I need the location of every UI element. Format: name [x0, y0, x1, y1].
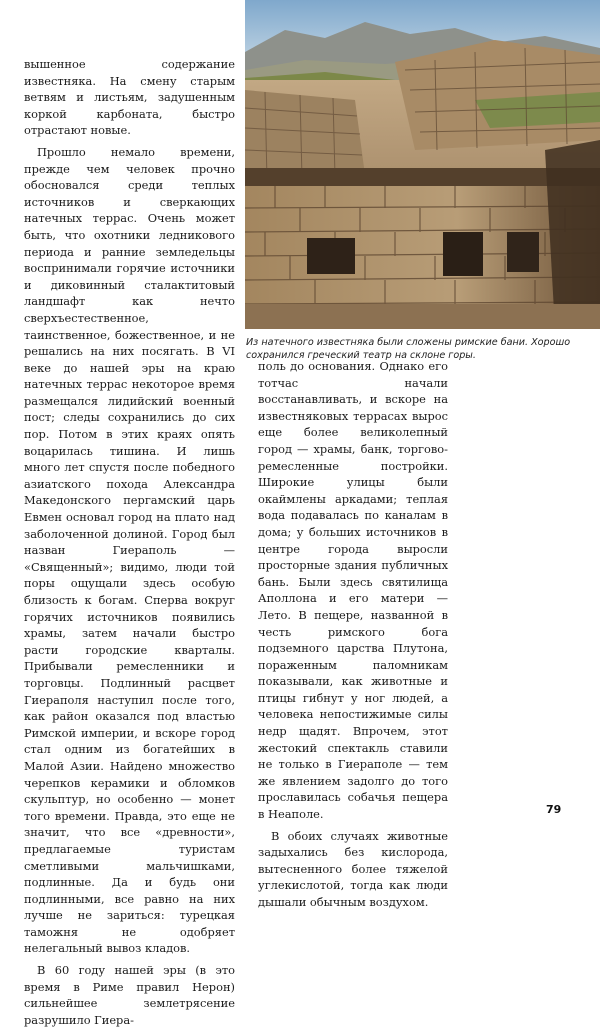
wall-opening-3 [507, 232, 539, 272]
wall-opening-2 [443, 232, 483, 276]
page-number: 79 [546, 803, 562, 816]
photo-caption: Из натечного известняка были сложены римские бани. Хорошо сохранился греческий театр на склоне горы. [246, 337, 571, 362]
wall-opening-1 [307, 238, 355, 274]
text-column-right [258, 358, 448, 909]
paragraph: поль до основания. Однако его тотчас начали восстанавливать, и вскоре на известняковых террасах вырос еще более великолепный город — храмы, банк, торгово-ремесленные постройки. Широкие улицы были окаймлены аркадами; теплая вода подавалась по каналам в дома; у больших источников в центре города выросли просторные здания публичных бань. Были здесь святилища Аполлона и его матери — Лето. В пещере, названной в честь римского бога подземного царства Плутона, пораженным паломникам показывали, как животные и птицы гибнут у ног людей, а человека непостижимые силы недр щадят. Впрочем, этот жестокий спектакль ставили не только в Гиераполе — тем же явлением задолго до того прославилась собачья пещера в Неаполе. [258, 359, 448, 822]
paragraph: Прошло немало времени, прежде чем человек прочно обосновался среди теплых источников и сверкающих натечных террас. Очень может быть, что охотники ледникового периода и ранние земледельцы воспринимали горячие источники и диковинный сталактитовый ландшафт как нечто сверхъестественное, таинственное, божественное, и не решались на них посягать. В VI веке до нашей эры на краю натечных террас некоторое время размещался лидийский военный пост; следы сохранились до сих пор. Потом в этих краях опять воцарилась тишина. И лишь много лет спустя после победного азиатского похода Александра Македонского пергамский царь Евмен основал город на плато над заболоченной долиной. Город был назван Гиераполь — «Священный»; видимо, люди той поры ощущали здесь особую близость к богам. Сперва вокруг горячих источников появились храмы, затем начали быстро расти городские кварталы. Прибывали ремесленники и торговцы. Подлинный расцвет Гиераполя наступил после того, как район оказался под властью Римской империи, и вскоре город стал одним из богатейших в Малой Азии. Найдено множество черепков керамики и обломков скульптур, но особенно — монет того времени. Правда, это еще не значит, что все «древности», предлагаемые туристам сметливыми мальчишками, подлинные. Да и будь они подлинными, все равно на них лучше не зариться: турецкая таможня не одобряет нелегальный вывоз кладов. [24, 144, 235, 956]
paragraph: В обоих случаях животные задыхались без кислорода, вытесненного более тяжелой углекислотой, тогда как люди дышали обычным воздухом. [258, 828, 448, 909]
ground [245, 304, 600, 329]
paragraph: В 60 году нашей эры (в это время в Риме правил Нерон) сильнейшее землетрясение разрушило Гиера- [24, 963, 235, 1027]
paragraph: вышенное содержание известняка. На смену старым ветвям и листьям, задушенным коркой карбоната, быстро отрастают новые. [24, 57, 235, 138]
text-column-left [24, 56, 235, 1027]
photo-roman-baths-ruins [245, 0, 600, 329]
